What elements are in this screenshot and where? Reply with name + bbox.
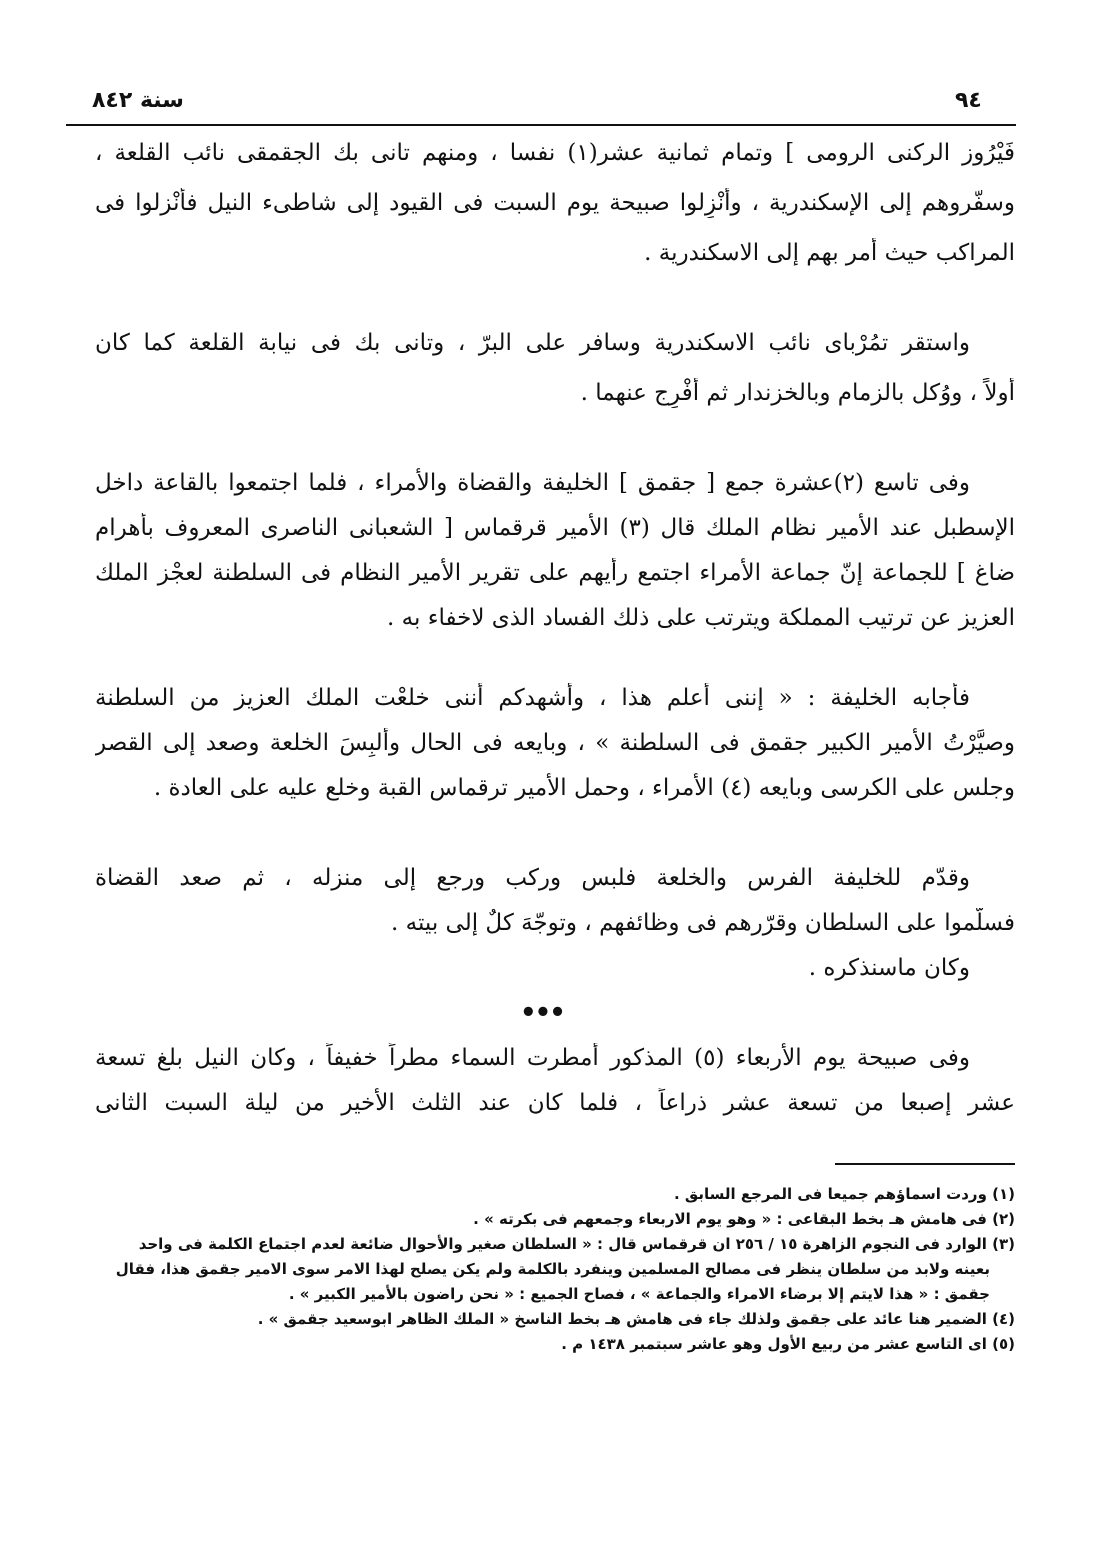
footnote-continuation: جقمق : « هذا لايتم إلا برضاء الامراء والجماعة » ، فصاح الجميع : « نحن راضون بالأمير الكبير » . [288,1285,990,1303]
text-line: وقدّم للخليفة الفرس والخلعة فلبس وركب ورجع إلى منزله ، ثم صعد القضاة [95,865,970,891]
footnote-rule [835,1163,1015,1165]
text-line: وكان ماسنذكره . [808,955,970,981]
text-line: فَيْرُوز الركنى الرومى ] وتمام ثمانية عشر(١) نفسا ، ومنهم تانى بك الجقمقى نائب القلعة ، [95,140,1015,166]
header-rule [66,124,1016,126]
text-line: وفى تاسع (٢)عشرة جمع [ جقمق ] الخليفة والقضاة والأمراء ، فلما اجتمعوا بالقاعة داخل [95,470,970,496]
running-header-year: سنة ٨٤٢ [92,88,184,113]
text-line: المراكب حيث أمر بهم إلى الاسكندرية . [644,240,1015,266]
text-line: وسفّروهم إلى الإسكندرية ، وأنْزِلوا صبيحة يوم السبت فى القيود إلى شاطىء النيل فأنْزلوا فى [95,190,1015,216]
footnote: (٢) فى هامش هـ بخط البقاعى : « وهو يوم الاربعاء وجمعهم فى بكرته » . [473,1210,1015,1228]
footnote: (٥) اى التاسع عشر من ربيع الأول وهو عاشر سبتمبر ١٤٣٨ م . [561,1335,1015,1353]
section-separator: ••• [520,998,564,1028]
footnote: (٤) الضمير هنا عائد على جقمق ولذلك جاء فى هامش هـ بخط الناسخ « الملك الظاهر ابوسعيد جقمق » . [257,1310,1015,1328]
footnote-continuation: بعينه ولابد من سلطان ينظر فى مصالح المسلمين وينفرد بالكلمة ولم يكن يصلح لهذا الامر سوى الامير جقمق هذا، فقال [115,1260,990,1278]
text-line: العزيز عن ترتيب المملكة ويترتب على ذلك الفساد الذى لاخفاء به . [387,605,1015,631]
text-line: أولاً ، ووُكل بالزمام وبالخزندار ثم أفْرِج عنهما . [580,380,1015,406]
text-line: واستقر تمُرْباى نائب الاسكندرية وسافر على البرّ ، وتانى بك فى نيابة القلعة كما كان [95,330,970,356]
text-line: الإسطبل عند الأمير نظام الملك قال (٣) الأمير قرقماس [ الشعبانى الناصرى المعروف بأهرام [95,515,1015,541]
text-line: ضاغ ] للجماعة إنّ جماعة الأمراء اجتمع رأيهم على تقرير الأمير النظام فى السلطنة لعجْز الملك [95,560,1015,586]
text-line: عشر إصبعا من تسعة عشر ذراعاً ، فلما كان عند الثلث الأخير من ليلة السبت الثانى [95,1090,1015,1116]
text-line: وصيَّرْتُ الأمير الكبير جقمق فى السلطنة » ، وبايعه فى الحال وأُلبِسَ الخلعة وصعد إلى القصر [95,730,1015,756]
footnote: (٣) الوارد فى النجوم الزاهرة ١٥ / ٢٥٦ ان قرقماس قال : « السلطان صغير والأحوال ضائعة لعدم اجتماع الكلمة فى واحد [138,1235,1015,1253]
footnote: (١) وردت اسماؤهم جميعا فى المرجع السابق . [673,1185,1015,1203]
text-line: وفى صبيحة يوم الأربعاء (٥) المذكور أمطرت السماء مطراً خفيفاً ، وكان النيل بلغ تسعة [95,1045,970,1071]
text-line: فسلّموا على السلطان وقرّرهم فى وظائفهم ، وتوجّهَ كلٌ إلى بيته . [390,910,1015,936]
page-number: ٩٤ [955,88,982,113]
text-line: فأجابه الخليفة : « إننى أعلم هذا ، وأشهدكم أننى خلعْت الملك العزيز من السلطنة [95,685,970,711]
text-line: وجلس على الكرسى وبايعه (٤) الأمراء ، وحمل الأمير ترقماس القبة وخلع عليه على العادة . [153,775,1015,801]
